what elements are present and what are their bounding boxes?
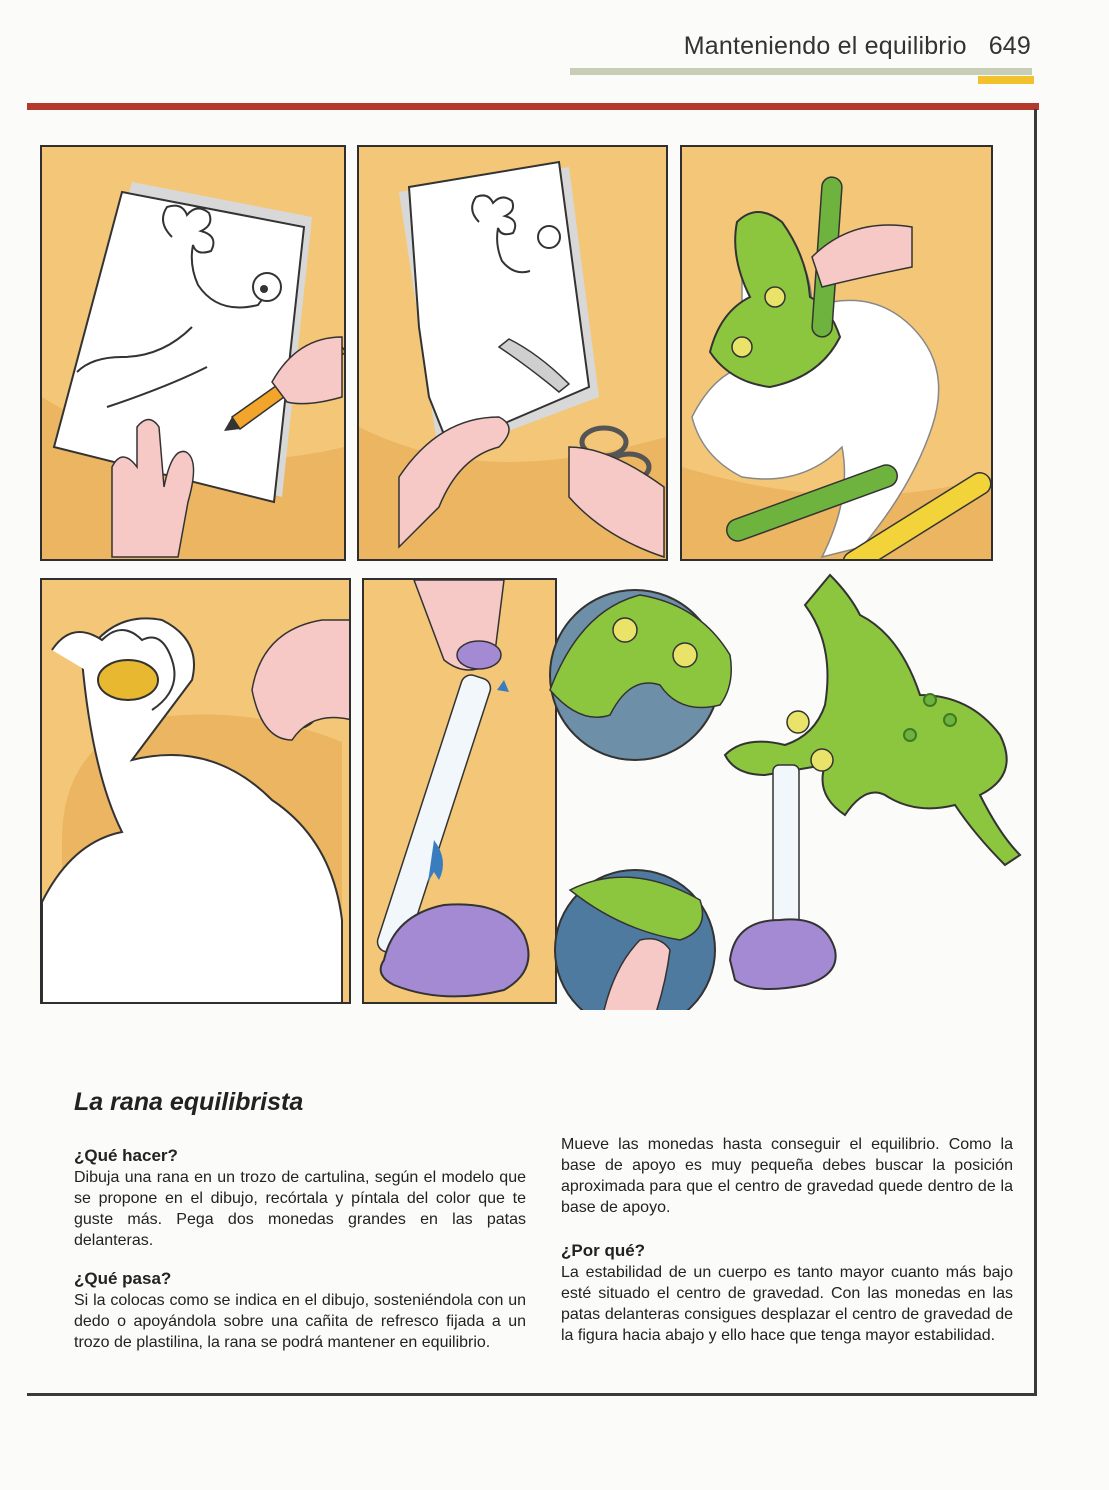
section-heading-que-hacer: ¿Qué hacer?: [74, 1146, 178, 1165]
header-yellow-bar: [978, 76, 1034, 84]
section-body-por-que: La estabilidad de un cuerpo es tanto mayor cuanto más bajo esté situado el centro de gravedad. Con las monedas en las patas delanteras consigues desplazar el centro de gravedad de la figura hacia abajo y ello hace que tenga mayor estabilidad.: [561, 1264, 1013, 1344]
right-column: [561, 1134, 1013, 1346]
scissors-icon: [359, 147, 666, 559]
section-body-que-pasa: Si la colocas como se indica en el dibujo, sosteniéndola con un dedo o apoyándola sobre una cañita de refresco fijada a un trozo de plastilina, la rana se podrá mantener en equilibrio.: [74, 1292, 526, 1351]
page-number: 649: [988, 32, 1031, 60]
crayon-icon: [682, 147, 991, 559]
panel-straw-plasticine: [362, 578, 557, 1004]
panel-glue-coins: [40, 578, 351, 1004]
page-header: [684, 32, 1031, 61]
article-title: La rana equilibrista: [74, 1088, 304, 1116]
panel-color-frog: [680, 145, 993, 561]
pencil-drawing-icon: [42, 147, 344, 559]
left-column: [74, 1145, 526, 1353]
section-heading-por-que: ¿Por qué?: [561, 1241, 646, 1260]
panel-cut-frog: [357, 145, 668, 561]
frog-icon: [540, 560, 1035, 1010]
section-body-que-hacer: Dibuja una rana en un trozo de cartulina, según el modelo que se propone en el dibujo, recórtala y píntala del color que te guste más. Pega dos monedas grandes en las patas delanteras.: [74, 1169, 526, 1249]
section-body-continuation: Mueve las monedas hasta conseguir el equilibrio. Como la base de apoyo es muy pequeña debes buscar la posición aproximada para que el centro de gravedad quede dentro de la base de apoyo.: [561, 1136, 1013, 1216]
header-grey-bar: [570, 68, 1032, 75]
panel-balancing-frog: [540, 560, 1035, 1010]
panel-draw-frog: [40, 145, 346, 561]
section-heading-que-pasa: ¿Qué pasa?: [74, 1269, 172, 1288]
chapter-title: Manteniendo el equilibrio: [683, 32, 967, 60]
straw-icon: [364, 580, 555, 1002]
coin-icon: [42, 580, 349, 1002]
